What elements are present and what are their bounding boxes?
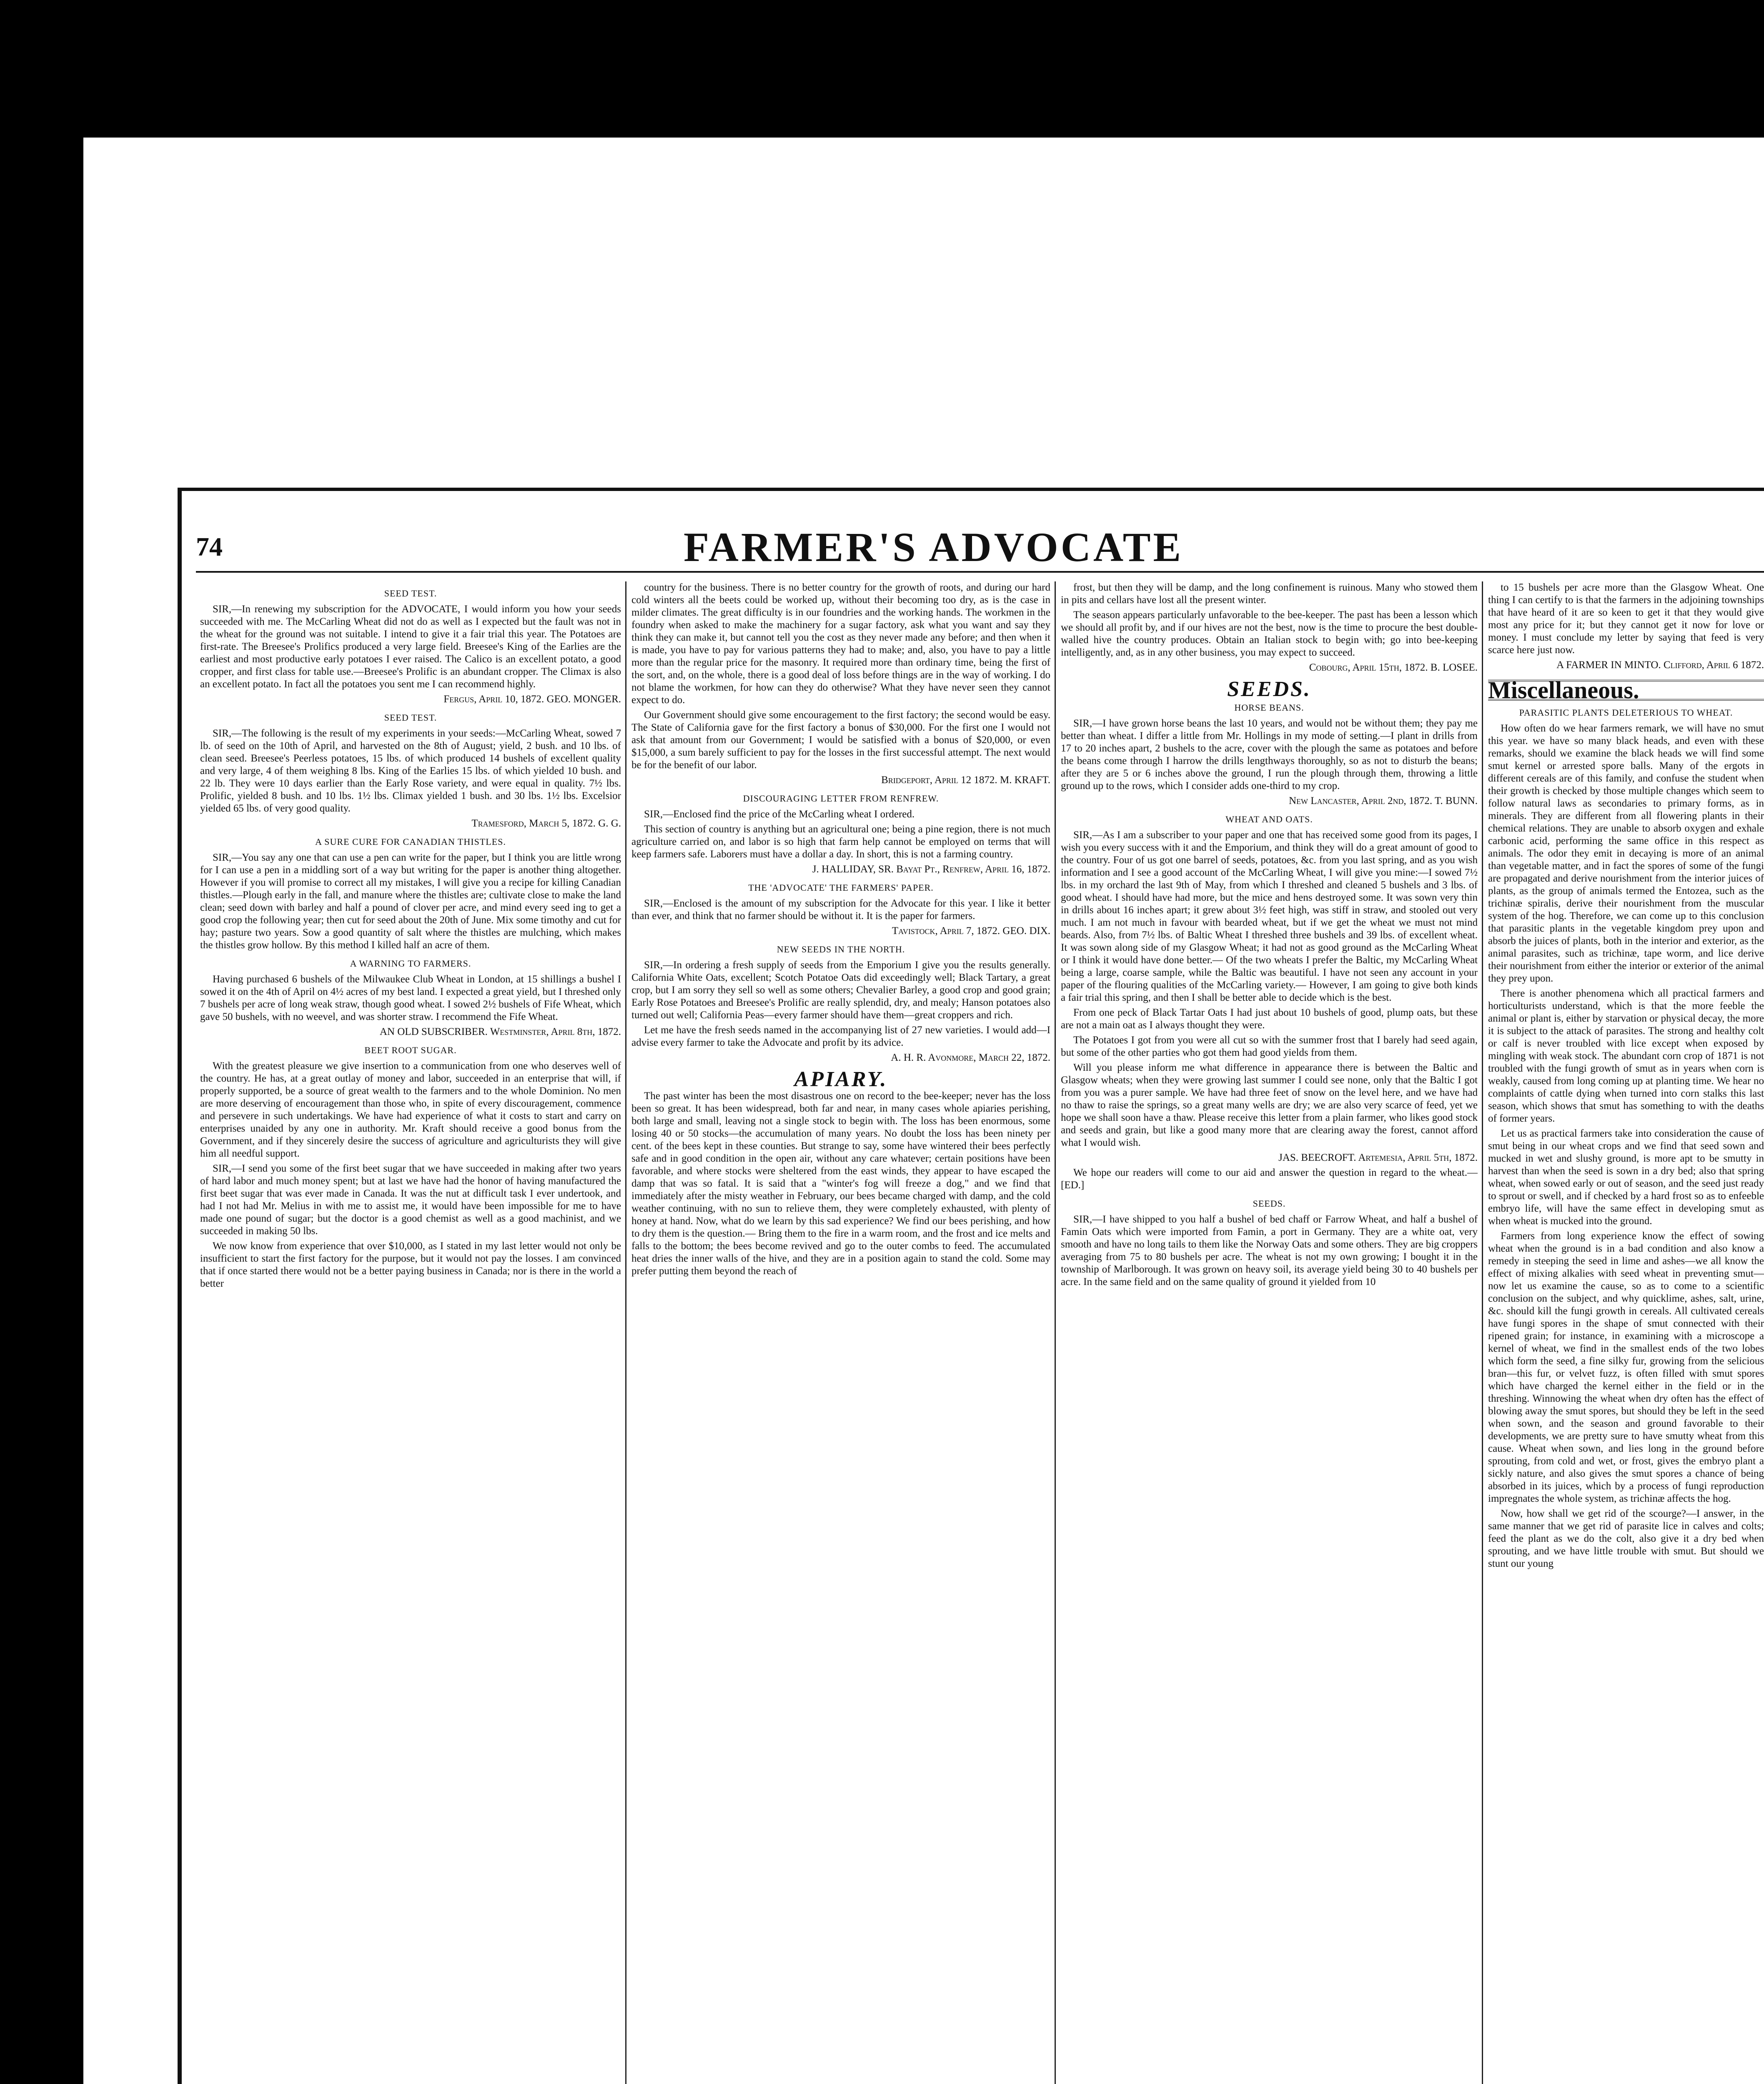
section-heading: BEET ROOT SUGAR. bbox=[364, 1045, 457, 1055]
paragraph: Will you please inform me what difference in appearance there is between the Baltic and Glasgow wheats; when they were growing last summer I could see none, only that the Baltic I got from you was a purer sample. We have had three feet of snow on the level here, and we have had no thaw to raise the springs, so a great many wells are dry; we are also very scarce of feed, yet we hope we shall soon have a thaw. Please receive this letter from a plain farmer, who likes good stock and seeds and grain, but like a good many more that are clearing away the forest, cannot afford what I would wish. bbox=[1061, 1062, 1478, 1148]
section-heading: SEED TEST. bbox=[384, 712, 437, 723]
section-heading: HORSE BEANS. bbox=[1234, 702, 1304, 713]
paragraph: Having purchased 6 bushels of the Milwaukee Club Wheat in London, at 15 shillings a bushel I sowed it on the 4th of April on 4½ acres of my best land. I expected a great yield, but I threshed only 7 bushels per acre of long weak straw, though good wheat. I sowed 2½ bushels of Fife Wheat, which gave 50 bushels, with no weevel, and was shorter straw. I recommend the Fife Wheat. bbox=[200, 974, 621, 1022]
paragraph: Our Government should give some encouragement to the first factory; the second would be easy. The State of California gave for the first factory a bonus of $30,000. For the first one I would not ask that amount from our Government; I would be satisfied with a bonus of $20,000, or even $15,000, a sum barely sufficient to pay for the losses in the first successful attempt. The next would be for the benefit of our labor. bbox=[631, 709, 1050, 771]
paragraph: SIR,—I have grown horse beans the last 10 years, and would not be without them; they pay me better than wheat. I differ a little from Mr. Hollings in my mode of setting.—I plant in drills from 17 to 20 inches apart, 2 bushels to the acre, cover with the plough the same as potatoes and before the beans come through I harrow the drills lengthways thoroughly, so as not to disturb the beans; after they are 5 or 6 inches above the ground, I run the plough through them, throwing a little ground up to the rows, which I consider adds one-third to my crop. bbox=[1061, 718, 1478, 792]
column-rule bbox=[1055, 581, 1056, 2084]
section-heading: A SURE CURE FOR CANADIAN THISTLES. bbox=[315, 837, 506, 847]
signature-line: Bridgeport, April 12 1872. M. KRAFT. bbox=[881, 774, 1050, 786]
section-heading: SEED TEST. bbox=[384, 588, 437, 599]
paragraph: Let us as practical farmers take into consideration the cause of smut being in our wheat crops and we find that seed sown and mucked in wet and slushy ground, is more apt to be smutty in harvest than when the seed is sown in a dry bed; also that spring wheat, when sowed early or out of season, and the seed just ready to sprout or swell, and if checked by a hard frost so as to enfeeble embryo life, will have the same effect in developing smut as when wheat is mucked into the ground. bbox=[1488, 1128, 1764, 1227]
paragraph: There is another phenomena which all practical farmers and horticulturists understand, which is that the more feeble the animal or plant is, either by starvation or physical decay, the more it is subject to the attack of parasites. The strong and healthy colt or calf is never troubled with lice except when exposed by mingling with weak stock. The abundant corn crop of 1871 is not troubled with the fungi growth of smut as in years when corn is weakly, caused from long coming up at planting time. We hear no complaints of cattle dying when turned into corn stalks this last season, which shows that smut has something to with the deaths of former years. bbox=[1488, 988, 1764, 1124]
column-1 bbox=[200, 581, 621, 2084]
paragraph: Now, how shall we get rid of the scourge?—I answer, in the same manner that we get rid of parasite lice in calves and colts; feed the plant as we do the colt, also give it a dry bed when sprouting, and we have little trouble with smut. But should we stunt our young bbox=[1488, 1508, 1764, 1569]
paragraph: to 15 bushels per acre more than the Glasgow Wheat. One thing I can certify to is that the farmers in the adjoining townships that have heard of it are so keen to get it that they would give most any price for it; but they cannot get it now for love or money. I must conclude my letter by saying that feed is very scarce here just now. bbox=[1488, 582, 1764, 656]
paragraph: SIR,—As I am a subscriber to your paper and one that has received some good from its pages, I wish you every success with it and the Emporium, and think they will do a great amount of good to the country. Four of us got one barrel of seeds, potatoes, &c. from you last spring, and as you wish information and I see a good account of the McCarling Wheat, I will give you mine:—I sowed 7½ lbs. in my orchard the last 9th of May, from which I threshed and cleaned 5 bushels and 3 lbs. of good wheat. I should have had more, but the mice and hens destroyed some. It was sown very thin in drills about 16 inches apart; it grew about 3½ feet high, was stiff in straw, and stooled out very much. I am not much in favour with bearded wheat, but if we get the wheat we must not mind beards. Also, from 7½ lbs. of Baltic Wheat I threshed three bushels and 39 lbs. of excellent wheat. It was sown along side of my Glasgow Wheat; it had not as good ground as the McCarling Wheat or I think it would have done better.— Of the two wheats I prefer the Baltic, my McCarling Wheat being a large, coarse sample, while the Baltic was beautiful. I have not seen any account in your paper of the flouring qualities of the McCarling variety.— However, I am going to give both kinds a fair trial this spring, and then I shall be better able to decide which is the best. bbox=[1061, 829, 1478, 1003]
paragraph: How often do we hear farmers remark, we will have no smut this year. we have so many black heads, and even with these remarks, should we examine the black heads we will find some smut kernel or arrested spore balls. Many of the ergots in different cereals are of this family, and confuse the student when their growth is checked by those multiple changes which seem to follow natural laws as secondaries to primary forms, as in minerals. They are different from all flowering plants in their chemical relations. They are unable to absorb oxygen and exhale carbonic acid, performing the same office in this respect as animals. The odor they emit in decaying is more of an animal than vegetable matter, and in fact the spores of some of the fungi are propagated and derive nourishment from the interior juices of plants, as the group of animals termed the Entozea, such as the trichinæ spiralis, derive their nourishment from the muscular system of the hog. Therefore, we can come up to this conclusion that parasitic plants in the vegetable kingdom prey upon and absorb the juices of plants, both in the interior and exterior, as the animal parasites, such as trichinæ, tape worm, and lice derive their nourishment from either the interior or exterior of the animal they prey upon. bbox=[1488, 723, 1764, 984]
paragraph: We now know from experience that over $10,000, as I stated in my last letter would not only be insufficient to start the first factory for the purpose, but it would not pay the losses. I am convinced that if once started there would not be a better paying business in Canada; nor is there in the world a better bbox=[200, 1240, 621, 1289]
department-heading: SEEDS. bbox=[1227, 677, 1311, 701]
paragraph: This section of country is anything but an agricultural one; being a pine region, there is not much agriculture carried on, and labor is so high that farm help cannot be employed on terms that will keep farmers safe. Laborers must have a dollar a day. In short, this is not a farming country. bbox=[631, 824, 1050, 860]
paragraph: SIR,—The following is the result of my experiments in your seeds:—McCarling Wheat, sowed 7 lb. of seed on the 10th of April, and harvested on the 8th of August; yield, 2 bush. and 10 lbs. of clean seed. Breesee's Peerless potatoes, 15 lbs. of which produced 14 bushels of excellent quality and very large, 4 of them weighing 8 lbs. King of the Earlies 15 lbs. of which yielded 10 bush. and 22 lb. They were 10 days earlier than the Early Rose variety, and were equal in quality. 7½ lbs. Prolific, yielded 8 bush. and 10 lbs. 1½ lbs. Climax yielded 1 bush. and 30 lbs. 1½ lbs. Excelsior yielded 65 lbs. of very good quality. bbox=[200, 728, 621, 814]
column-rule bbox=[1482, 581, 1483, 2084]
section-heading: SEEDS. bbox=[1253, 1198, 1286, 1209]
scan-border-top bbox=[0, 0, 1764, 138]
paragraph: SIR,—You say any one that can use a pen can write for the paper, but I think you are little wrong for I can use a pen in a middling sort of a way but writing for the paper is another thing altogether. However if you will promise to correct all my mistakes, I will give you a recipe for killing Canadian thistles.—Plough early in the fall, and manure where the thistles are; cultivate close to make the land clean; seed down with barley and half a pound of clover per acre, and mind every seed ing to get a good crop the following year; then cut for seed about the 20th of June. Mix some timothy and cut for hay; pasture two years. Sow a good quantity of salt where the thistles are mulching, which makes the thistles grow hollow. By this method I killed half an acre of them. bbox=[200, 852, 621, 951]
signature-line: A FARMER IN MINTO. Clifford, April 6 1872. bbox=[1556, 659, 1764, 671]
masthead: FARMER'S ADVOCATE bbox=[684, 524, 1184, 570]
signature-line: J. HALLIDAY, SR. Bayat Pt., Renfrew, April 16, 1872. bbox=[812, 864, 1050, 875]
signature-line: AN OLD SUBSCRIBER. Westminster, April 8th, 1872. bbox=[379, 1026, 621, 1037]
section-heading: WHEAT AND OATS. bbox=[1225, 814, 1313, 824]
column-2 bbox=[631, 581, 1050, 2084]
department-heading: Miscellaneous. bbox=[1488, 680, 1764, 701]
signature-line: JAS. BEECROFT. Artemesia, April 5th, 1872. bbox=[1278, 1152, 1478, 1163]
paragraph: The Potatoes I got from you were all cut so with the summer frost that I barely had seed again, but some of the other parties who got them had good yields from them. bbox=[1061, 1034, 1478, 1058]
paragraph: Farmers from long experience know the effect of sowing wheat when the ground is in a bad condition and also know a remedy in steeping the seed in lime and ashes—we all know the effect of mixing alkalies with seed wheat in preventing smut—now let us examine the cause, so as to come to a scientific conclusion on the subject, and why quicklime, ashes, salt, urine, &c. should kill the fungi growth in cereals. All cultivated cereals have fungi spores in the shape of smut connected with their ripened grain; for instance, in examining with a microscope a kernel of wheat, we find in the smallest ends of the two lobes which form the seed, a fine silky fur, growing from the selicious bran—this fur, or velvet fuzz, is often filled with smut spores which have charged the kernel either in the field or in the threshing. Winnowing the wheat when dry often has the effect of blowing away the smut spores, but should they be left in the seed when sown, and the season and ground favorable to their developments, we are pretty sure to have smutty wheat from this cause. Wheat when sown, and lies long in the ground before sprouting, from cold and wet, or frost, gives the embryo plant a sickly nature, and also gives the smut spores a chance of being absorbed in its juices, which by a process of fungi reproduction impregnates the whole system, as trichinæ affects the hog. bbox=[1488, 1230, 1764, 1504]
column-4 bbox=[1488, 581, 1764, 2084]
section-heading: A WARNING TO FARMERS. bbox=[350, 958, 471, 969]
paragraph: The season appears particularly unfavorable to the bee-keeper. The past has been a lesson which we should all profit by, and if our hives are not the best, now is the time to procure the best double-walled hive the country produces. Obtain an Italian stock to begin with; go into bee-keeping intelligently, and, as in any other business, you may expect to succeed. bbox=[1061, 609, 1478, 658]
paragraph: country for the business. There is no better country for the growth of roots, and during our hard cold winters all the beets could be worked up, without their becoming too dry, as is the case in milder climates. The great difficulty is in our foundries and the working hands. The workmen in the foundry when asked to make the machinery for a sugar factory, ask what you want and say they think they can make it, but cannot tell you the cost as they never made any before; and then when it is made, you have to pay for various patterns they had to make; and, also, you have to pay a little more than the regular price for the masonry. It required more than ordinary time, being the first of the sort, and, on the whole, there is a good deal of loss before things are in the way of working. I do not blame the workmen, for how can they do otherwise? What they have never seen they cannot expect to do. bbox=[631, 582, 1050, 706]
signature-line: Cobourg, April 15th, 1872. B. LOSEE. bbox=[1309, 662, 1478, 673]
page-number: 74 bbox=[196, 532, 223, 561]
paragraph: We hope our readers will come to our aid and answer the question in regard to the wheat.—[ED.] bbox=[1061, 1167, 1478, 1191]
paragraph: SIR,—Enclosed find the price of the McCarling wheat I ordered. bbox=[644, 809, 915, 820]
signature-line: A. H. R. Avonmore, March 22, 1872. bbox=[891, 1052, 1050, 1063]
scan-border-left bbox=[0, 138, 83, 2084]
paragraph: SIR,—I send you some of the first beet sugar that we have succeeded in making after two years of hard labor and much money spent; but at last we have had the honor of having manufactured the first beet sugar that was ever made in Canada. It was the nut at difficult task I ever undertook, and had I not had Mr. Melius in with me to assist me, it would have been impossible for me to have made one pound of sugar; but the doctor is a good chemist as well as a good machinist, and we succeeded in making 50 lbs. bbox=[200, 1163, 621, 1237]
section-heading: NEW SEEDS IN THE NORTH. bbox=[777, 944, 905, 954]
signature-line: Tramesford, March 5, 1872. G. G. bbox=[471, 818, 621, 829]
paragraph: SIR,—In renewing my subscription for the ADVOCATE, I would inform you how your seeds succeeded with me. The McCarling Wheat did not do as well as I expected but the fault was not in the wheat for the ground was not suitable. I intend to give it a fair trial this year. The Potatoes are first-rate. The Breesee's Prolifics produced a very large field. Breesee's King of the Earlies are the earliest and most productive early potatoes I ever raised. The Calico is an excellent potato, a good cropper, and first class for table use.—Breesee's Prolific is an abundant cropper. The Climax is also an excellent potato. In fact all the potatoes you sent me I can recommend highly. bbox=[200, 604, 621, 690]
section-heading: DISCOURAGING LETTER FROM RENFREW. bbox=[743, 793, 939, 804]
paragraph: The past winter has been the most disastrous one on record to the bee-keeper; never has the loss been so great. It has been widespread, both far and near, in many cases whole apiaries perishing, both large and small, leaving not a single stock to begin with. The loss has been enormous, some losing 40 or 50 stocks—the accumulation of many years. No doubt the loss has been ninety per cent. of the bees kept in these counties. But strange to say, some have wintered their bees perfectly safe and in good condition in the open air, without any care whatever; certain positions have been favorable, and where stocks were sheltered from the east winds, they appear to have escaped the damp that was so fatal. It is said that a "winter's fog will freeze a dog," and we find that immediately after the misty weather in February, our bees became charged with damp, and the cold weather continuing, with no sun to relieve them, they were completely exhausted, with plenty of honey at hand. Now, what do we learn by this sad experience? We find our bees perishing, and how to dry them is the question.— Bring them to the fire in a warm room, and the frost and ice melts and falls to the bottom; the bees become revived and go to the outer combs to feed. The accumulated heat dries the inner walls of the hive, and they are in a position again to stand the cold. Some may prefer putting them beyond the reach of bbox=[631, 1090, 1050, 1277]
section-heading: PARASITIC PLANTS DELETERIOUS TO WHEAT. bbox=[1519, 707, 1733, 718]
column-rule bbox=[625, 581, 626, 2084]
paragraph: SIR,—Enclosed is the amount of my subscription for the Advocate for this year. I like it better than ever, and think that no farmer should be without it. It is the paper for farmers. bbox=[631, 898, 1050, 922]
paragraph: With the greatest pleasure we give insertion to a communication from one who deserves well of the country. He has, at a great outlay of money and labor, succeeded in an enterprise that will, if properly supported, be a source of great wealth to the farmers and to the whole Dominion. No men are more deserving of encouragement than those who, in spite of every discouragement, commence and persevere in such undertakings. We have had experience of what it costs to start and carry on enterprises unaided by any one in authority. Mr. Kraft should receive a good bonus from the Government, and if they sincerely desire the success of agriculture and agriculturists they will give him all needful support. bbox=[200, 1060, 621, 1159]
department-heading: APIARY. bbox=[794, 1067, 888, 1091]
paragraph: SIR,—I have shipped to you half a bushel of bed chaff or Farrow Wheat, and half a bushel of Famin Oats which were imported from Famin, a port in Germany. They are a white oat, very smooth and have no long tails to them like the Norway Oats and some others. They are big croppers averaging from 75 to 80 bushels per acre. The wheat is not my own growing; I bought it in the township of Marlborough. It was grown on heavy soil, its average yield being 30 to 40 bushels per acre. In the same field and on the same quality of ground it yielded from 10 bbox=[1061, 1214, 1478, 1287]
column-3 bbox=[1061, 581, 1478, 2084]
paragraph: From one peck of Black Tartar Oats I had just about 10 bushels of good, plump oats, but these are not a main oat as I always thought they were. bbox=[1061, 1007, 1478, 1031]
signature-line: Fergus, April 10, 1872. GEO. MONGER. bbox=[444, 694, 621, 705]
header-rule bbox=[196, 571, 1764, 573]
paragraph: frost, but then they will be damp, and the long confinement is ruinous. Many who stowed them in pits and cellars have lost all the present winter. bbox=[1061, 582, 1478, 606]
paragraph: SIR,—In ordering a fresh supply of seeds from the Emporium I give you the results generally. California White Oats, excellent; Scotch Potatoe Oats did exceedingly well; Black Tartary, a great crop, but I am sorry they sell so well as some others; Chevalier Barley, a good crop and good grain; Early Rose Potatoes and Breesee's Prolific are really splendid, dry, and mealy; Hanson potatoes also turned out well; California Peas—every farmer should have them—great croppers and rich. bbox=[631, 959, 1050, 1021]
signature-line: New Lancaster, April 2nd, 1872. T. BUNN. bbox=[1288, 795, 1478, 807]
paragraph: Let me have the fresh seeds named in the accompanying list of 27 new varieties. I would add—I advise every farmer to take the Advocate and profit by its advice. bbox=[631, 1024, 1050, 1048]
signature-line: Tavistock, April 7, 1872. GEO. DIX. bbox=[892, 925, 1050, 937]
section-heading: THE 'ADVOCATE' THE FARMERS' PAPER. bbox=[748, 882, 934, 893]
